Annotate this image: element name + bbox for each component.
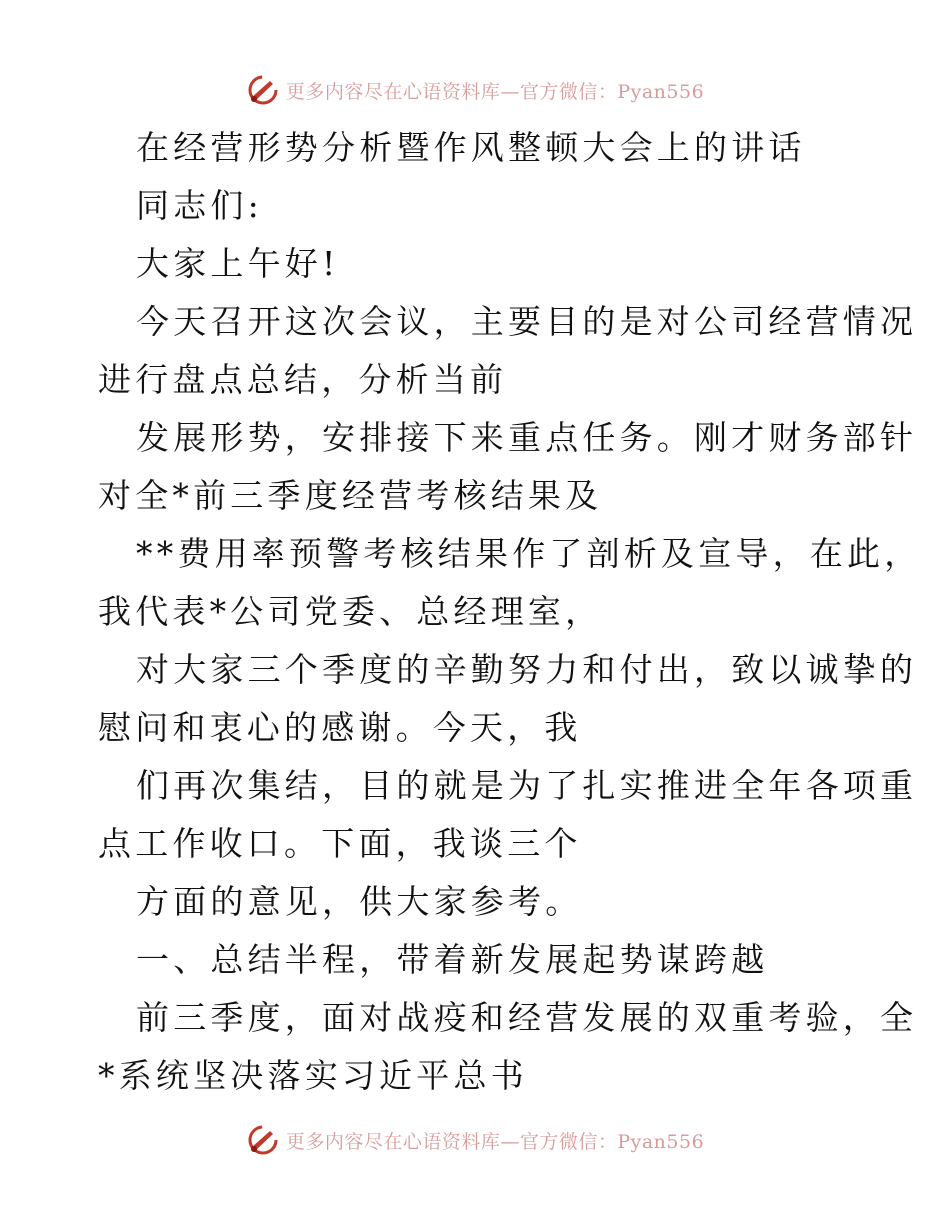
watermark-text: 更多内容尽在心语资料库—官方微信：Pyan556 <box>285 80 705 103</box>
paragraph-line: 们再次集结，目的就是为了扎实推进全年各项重 <box>136 766 918 805</box>
paragraph-line: 对大家三个季度的辛勤努力和付出，致以诚挚的 <box>136 650 918 689</box>
paragraph-line: **费用率预警考核结果作了剖析及宣导，在此， <box>136 534 922 573</box>
paragraph-line: 慰问和衷心的感谢。今天，我 <box>98 708 582 747</box>
paragraph-line: 今天召开这次会议，主要目的是对公司经营情况 <box>136 302 918 341</box>
paragraph-line: 方面的意见，供大家参考。 <box>136 882 583 921</box>
watermark-text: 更多内容尽在心语资料库—官方微信：Pyan556 <box>285 1130 705 1153</box>
paragraph-line: 对全*前三季度经营考核结果及 <box>98 476 603 515</box>
watermark-banner-bottom <box>0 1120 950 1160</box>
brush-seal-logo-icon <box>246 1123 280 1157</box>
paragraph-line: 发展形势，安排接下来重点任务。刚才财务部针 <box>136 418 918 457</box>
salutation: 同志们: <box>136 186 263 225</box>
paragraph-line: 点工作收口。下面，我谈三个 <box>98 824 582 863</box>
document-title: 在经营形势分析暨作风整顿大会上的讲话 <box>136 128 806 167</box>
section-heading: 一、总结半程，带着新发展起势谋跨越 <box>136 940 769 979</box>
paragraph-line: 我代表*公司党委、总经理室， <box>98 592 603 631</box>
paragraph-line: 前三季度，面对战疫和经营发展的双重考验，全 <box>136 998 918 1037</box>
greeting: 大家上午好! <box>136 244 340 283</box>
paragraph-line: *系统坚决落实习近平总书 <box>98 1056 528 1095</box>
paragraph-line: 进行盘点总结，分析当前 <box>98 360 508 399</box>
